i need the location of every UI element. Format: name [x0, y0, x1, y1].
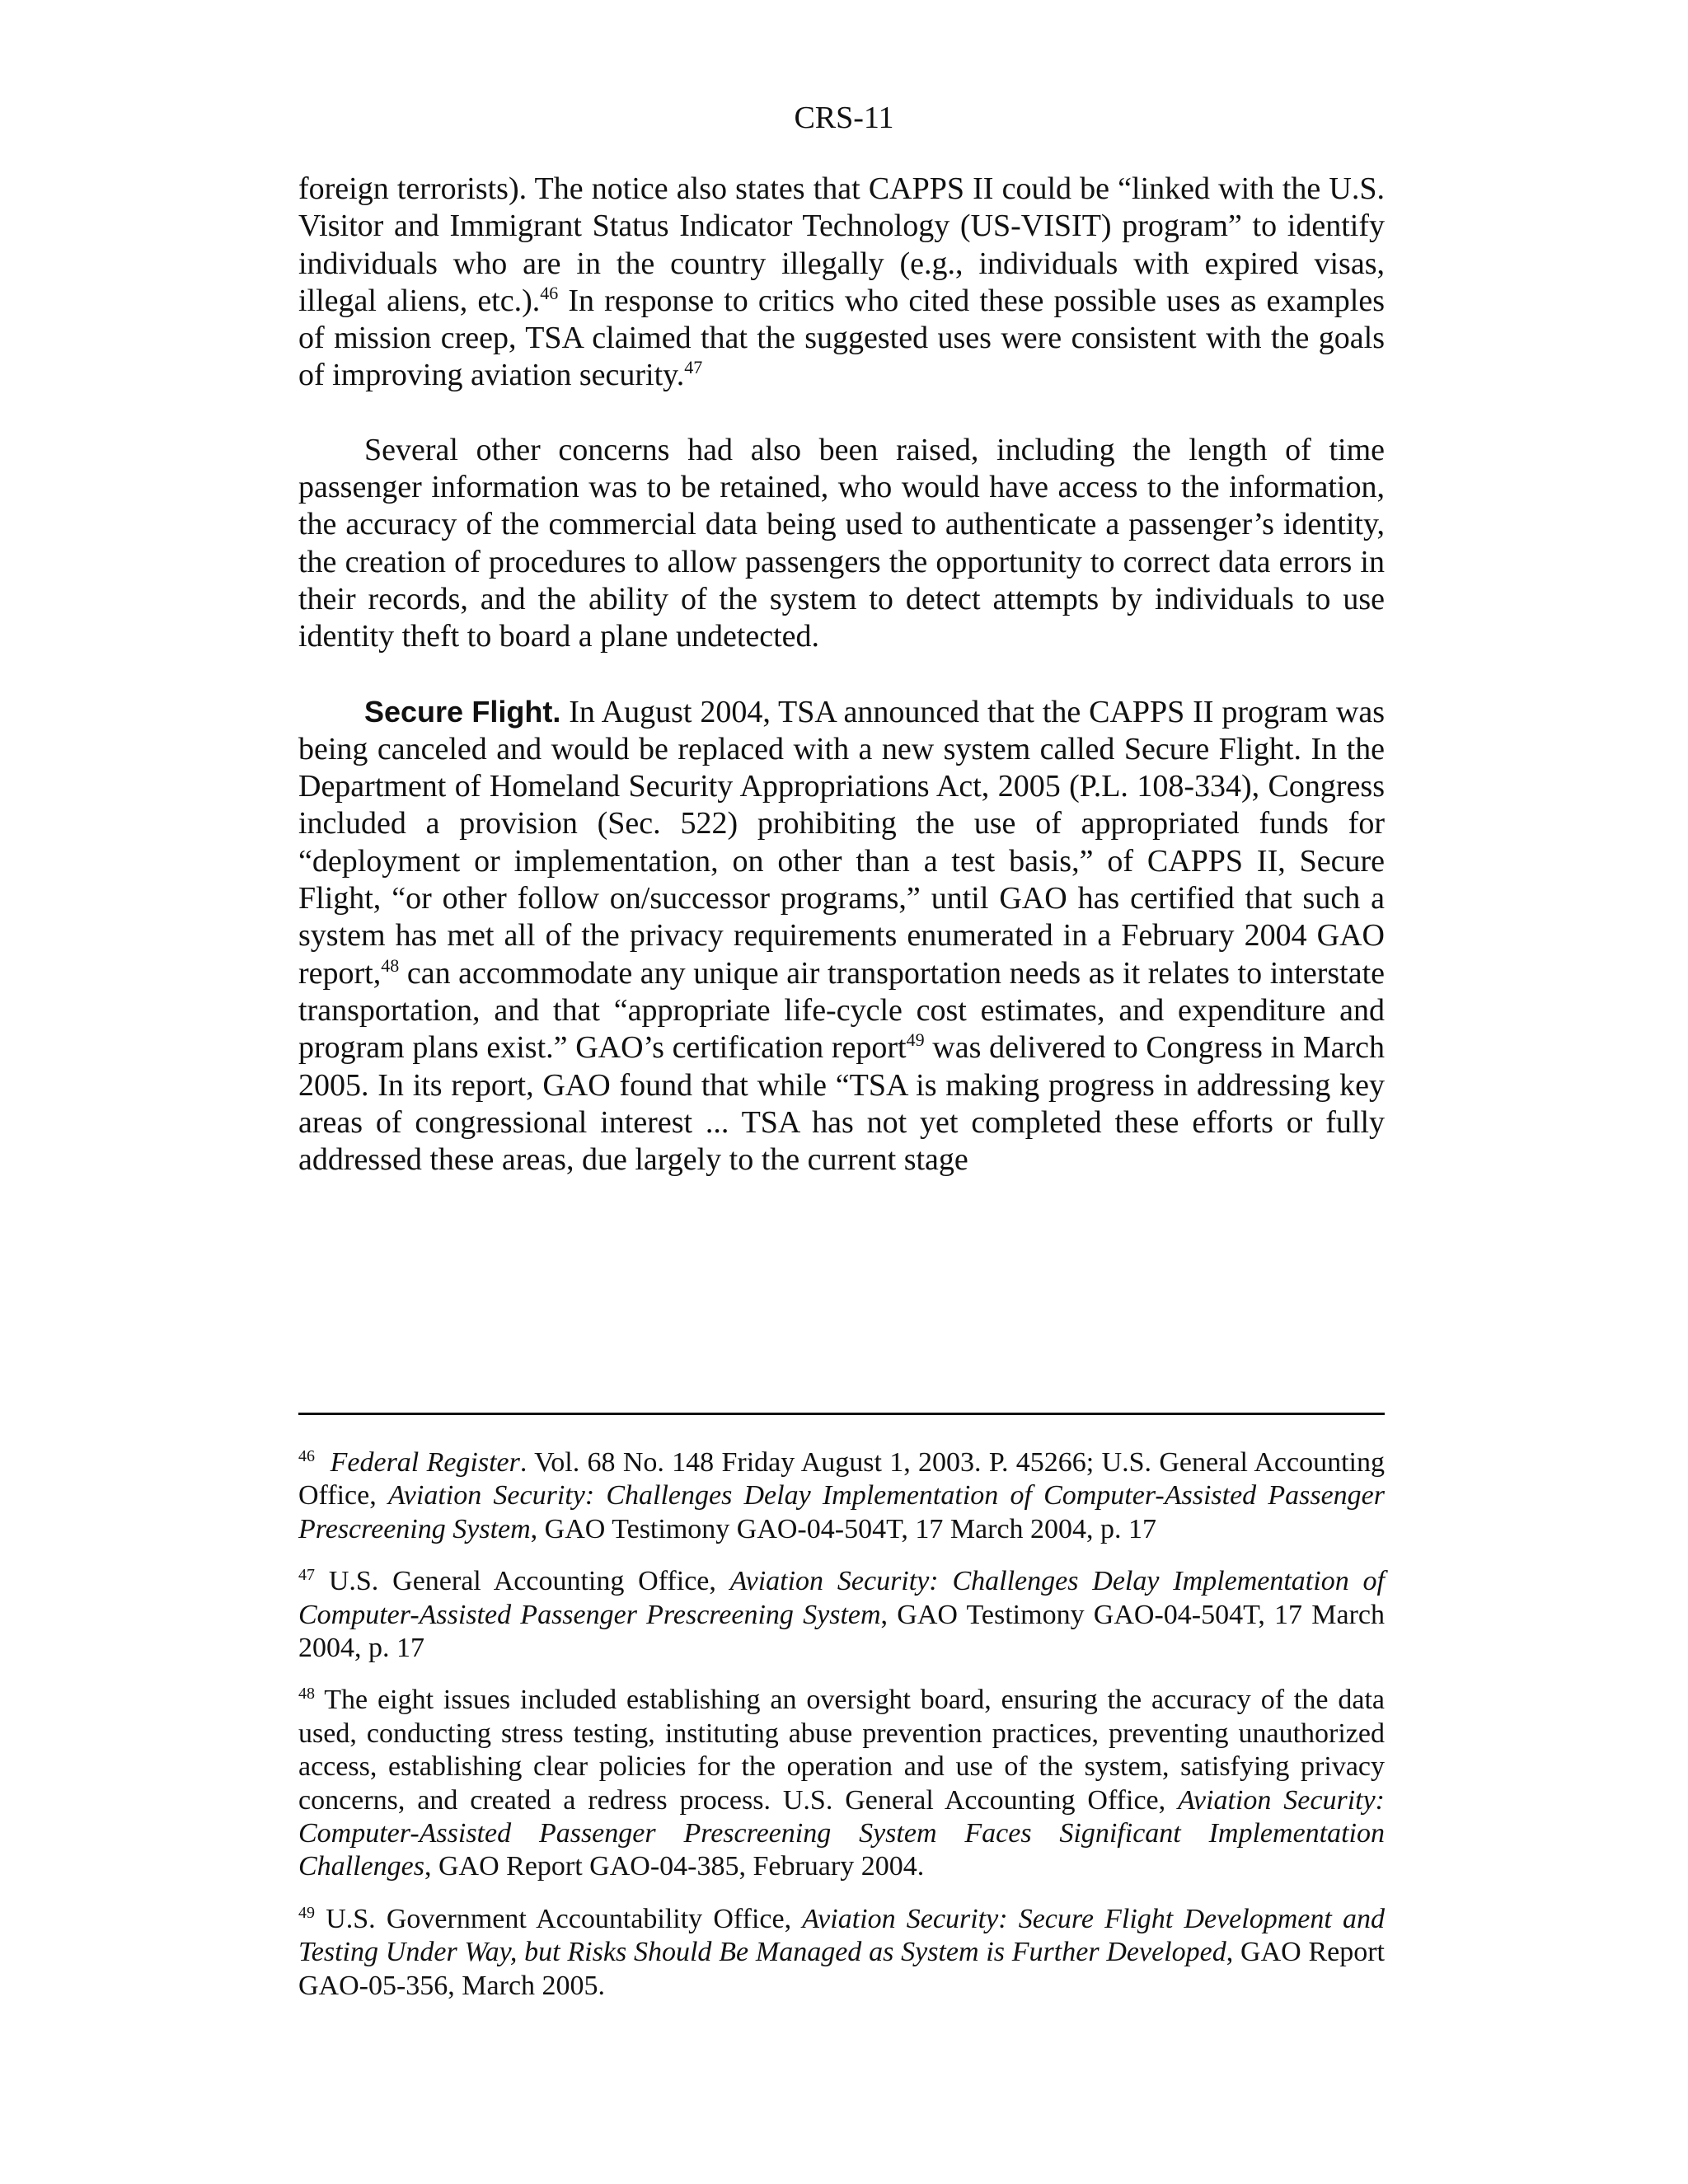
- paragraph-text: foreign terrorists). The notice also states that CAPPS II could be “linked with the U.S. Visitor and Immigrant Status Indicator Technology (US-VISIT) program” to identify individuals who are in the country illegally (e.g., individuals with expired visas, illegal aliens, etc.).: [298, 171, 1385, 318]
- paragraph-text: Several other concerns had also been raised, including the length of time passenger information was to be retained, who would have access to the information, the accuracy of the commercial data being used to authenticate a passenger’s identity, the creation of procedures to allow passengers the opportunity to correct data errors in their records, and the ability of the system to detect attempts by individuals to use identity theft to board a plane undetected.: [298, 432, 1385, 654]
- footnote-text: . Vol. 68 No. 148 Friday August 1, 2003. P. 45266; U.S. General Accounting Office,: [298, 1447, 1386, 1511]
- footnote-49: [298, 1903, 1385, 2003]
- paragraph-text: can accommodate any unique air transportation needs as it relates to interstate transportation, and that “appropriate life-cycle cost estimates, and expenditure and program plans exist.” GAO’s certification report: [298, 955, 1385, 1066]
- body-text: [298, 171, 1385, 1216]
- footnote-number: 46: [298, 1447, 315, 1465]
- footnote-ref-46[interactable]: 46: [540, 282, 559, 303]
- footnote-text: , GAO Report GAO-05-356, March 2005.: [298, 1937, 1386, 2001]
- footnote-text: The eight issues included establishing an oversight board, ensuring the accuracy of the data used, conducting stress testing, instituting abuse prevention practices, preventing unauthorized access, establishing clear policies for the operation and use of the system, satisfying privacy concerns, and created a redress process. U.S. General Accounting Office,: [298, 1685, 1385, 1816]
- footnote-divider: [298, 1413, 1385, 1415]
- footnote-number: 47: [298, 1566, 315, 1585]
- footnote-ref-49[interactable]: 49: [906, 1029, 925, 1051]
- footnote-48: [298, 1684, 1385, 1883]
- footnote-47: [298, 1565, 1385, 1665]
- section-heading-secure-flight: Secure Flight.: [364, 694, 561, 729]
- footnote-text: , GAO Report GAO-04-385, February 2004.: [424, 1851, 925, 1882]
- footnotes: [298, 1446, 1385, 2022]
- footnote-text: , GAO Testimony GAO-04-504T, 17 March 2004, p. 17: [298, 1599, 1385, 1664]
- footnote-title: Federal Register: [330, 1447, 520, 1478]
- footnote-title: Aviation Security: Challenges Delay Implementation of Computer-Assisted Passenger Prescreening System: [298, 1566, 1385, 1630]
- footnote-number: 48: [298, 1685, 315, 1704]
- footnote-title: Aviation Security: Challenges Delay Implementation of Computer-Assisted Passenger Prescreening System: [298, 1480, 1385, 1544]
- footnote-text: U.S. General Accounting Office,: [315, 1566, 730, 1597]
- footnote-title: Aviation Security: Computer-Assisted Passenger Prescreening System Faces Significant Implementation Challenges: [298, 1784, 1385, 1882]
- paragraph-text: In August 2004, TSA announced that the CAPPS II program was being canceled and would be replaced with a new system called Secure Flight. In the Department of Homeland Security Appropriations Act, 2005 (P.L. 108-334), Congress included a provision (Sec. 522) prohibiting the use of appropriated funds for “deployment or implementation, on other than a test basis,” of CAPPS II, Secure Flight, “or other follow on/successor programs,” until GAO has certified that such a system has met all of the privacy requirements enumerated in a February 2004 GAO report,: [298, 694, 1385, 991]
- footnote-46: [298, 1446, 1385, 1546]
- footnote-ref-47[interactable]: 47: [684, 357, 703, 378]
- paragraph-capps-uses: [298, 171, 1385, 395]
- paragraph-text: was delivered to Congress in March 2005. In its report, GAO found that while “TSA is making progress in addressing key areas of congressional interest ... TSA has not yet completed these efforts or fully addressed these areas, due largely to the current stage: [298, 1030, 1386, 1178]
- footnote-text: U.S. Government Accountability Office,: [315, 1903, 803, 1934]
- footnote-text: , GAO Testimony GAO-04-504T, 17 March 2004, p. 17: [530, 1513, 1157, 1544]
- paragraph-other-concerns: [298, 432, 1385, 656]
- paragraph-text: In response to critics who cited these possible uses as examples of mission creep, TSA claimed that the suggested uses were consistent with the goals of improving aviation security.: [298, 283, 1386, 393]
- footnote-title: Aviation Security: Secure Flight Development and Testing Under Way, but Risks Should Be Managed as System is Further Developed: [298, 1903, 1385, 1968]
- footnote-number: 49: [298, 1903, 315, 1922]
- paragraph-secure-flight: [298, 693, 1385, 1179]
- footnote-ref-48[interactable]: 48: [381, 954, 400, 976]
- page-header: CRS-11: [794, 101, 894, 135]
